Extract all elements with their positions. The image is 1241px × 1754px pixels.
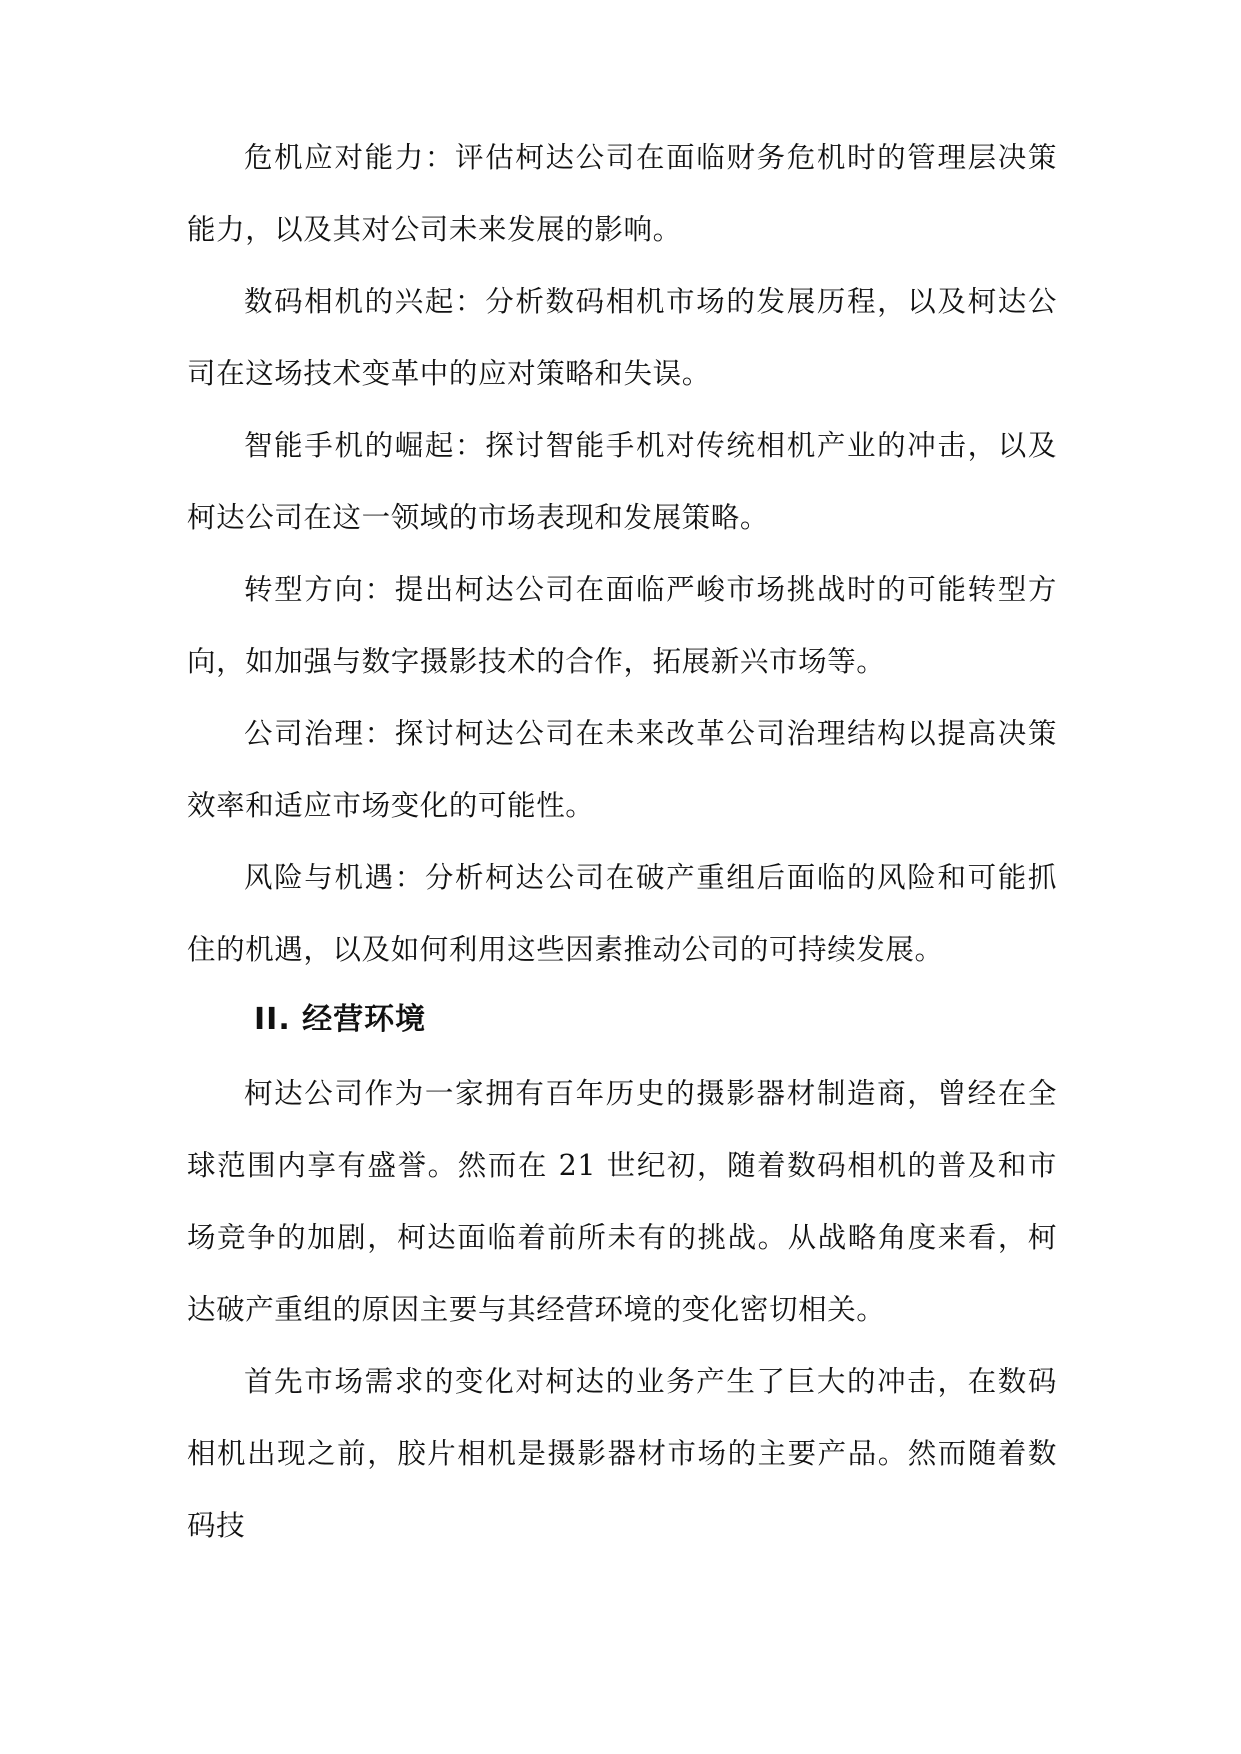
paragraph-smartphone-rise: 智能手机的崛起：探讨智能手机对传统相机产业的冲击，以及柯达公司在这一领域的市场表现和发展策略。 bbox=[187, 429, 1057, 534]
paragraph-market-demand-change: 首先市场需求的变化对柯达的业务产生了巨大的冲击，在数码相机出现之前，胶片相机是摄影器材市场的主要产品。然而随着数码技 bbox=[187, 1365, 1057, 1542]
paragraph-corporate-governance: 公司治理：探讨柯达公司在未来改革公司治理结构以提高决策效率和适应市场变化的可能性。 bbox=[187, 717, 1057, 822]
paragraph-digital-camera-rise: 数码相机的兴起：分析数码相机市场的发展历程，以及柯达公司在这场技术变革中的应对策略和失误。 bbox=[187, 285, 1057, 390]
paragraph-transformation-direction: 转型方向：提出柯达公司在面临严峻市场挑战时的可能转型方向，如加强与数字摄影技术的合作，拓展新兴市场等。 bbox=[187, 573, 1057, 678]
paragraph-kodak-overview: 柯达公司作为一家拥有百年历史的摄影器材制造商，曾经在全球范围内享有盛誉。然而在 21 世纪初，随着数码相机的普及和市场竞争的加剧，柯达面临着前所未有的挑战。从战略角度来看，柯达破产重组的原因主要与其经营环境的变化密切相关。 bbox=[187, 1077, 1057, 1326]
paragraph-risks-opportunities: 风险与机遇：分析柯达公司在破产重组后面临的风险和可能抓住的机遇，以及如何利用这些因素推动公司的可持续发展。 bbox=[187, 861, 1057, 966]
section-heading-business-environment: II. 经营环境 bbox=[254, 1002, 427, 1037]
paragraph-crisis-response: 危机应对能力：评估柯达公司在面临财务危机时的管理层决策能力，以及其对公司未来发展的影响。 bbox=[187, 141, 1057, 246]
